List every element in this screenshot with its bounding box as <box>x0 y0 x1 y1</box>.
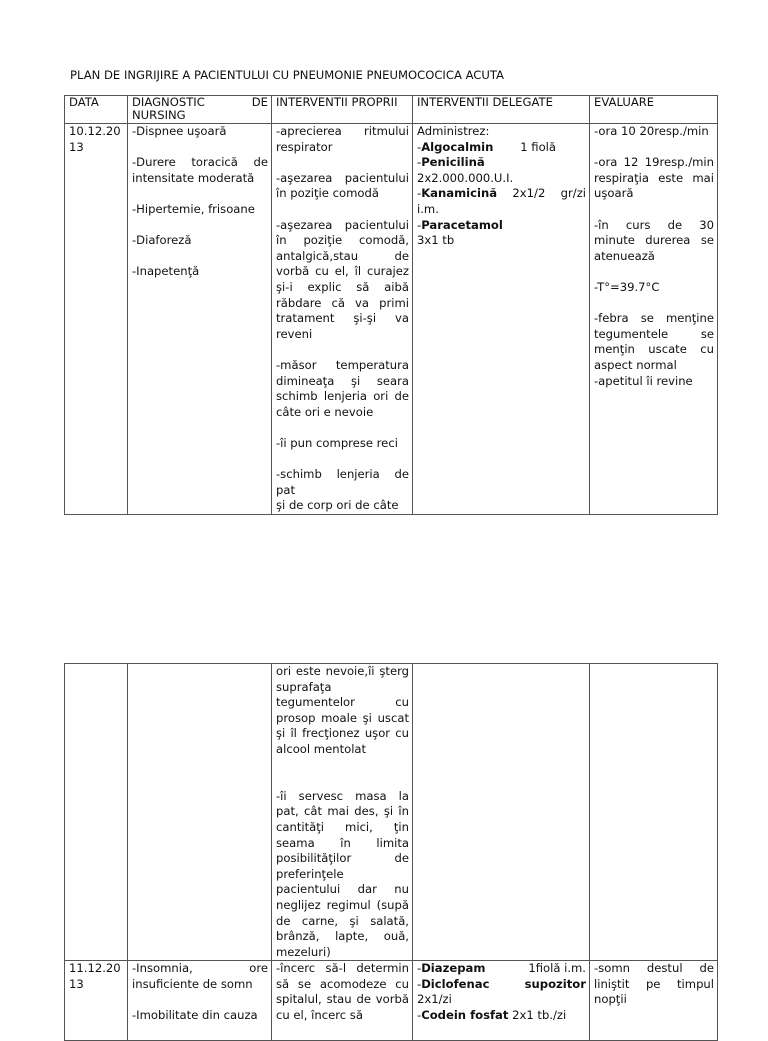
medication-dose: 2x1 tb./zi <box>512 1008 567 1023</box>
medication-dose: 1fiolă i.m. <box>528 961 586 976</box>
care-plan-table <box>64 95 718 515</box>
interventii-proprii-cell <box>272 664 413 961</box>
table-row <box>65 124 718 515</box>
date-cell: 10.12.20 13 <box>65 124 128 515</box>
interventie-item: -încerc să-l determin să se acomodeze cu spitalul, stau de vorbă cu el, încerc să <box>276 961 409 1023</box>
evaluare-cell <box>590 664 718 961</box>
diagnostic-cell <box>128 124 272 515</box>
header-interventii-proprii: INTERVENTII PROPRII <box>272 96 413 124</box>
table-row <box>65 961 718 1041</box>
medication-name: Paracetamol <box>421 217 503 232</box>
medication-item: -Kanamicină 2x1/2 gr/zi i.m. <box>417 186 587 216</box>
interventii-proprii-cell <box>272 124 413 515</box>
diagnostic-item: -Diaforeză <box>132 233 192 248</box>
medication-name: Penicilină <box>421 155 485 170</box>
diagnostic-item: -Inapetenţă <box>132 264 200 279</box>
interventie-item: -îi pun comprese reci <box>276 435 398 450</box>
diagnostic-item: -Insomnia, ore insuficiente de somn <box>132 961 268 991</box>
medication-form: supozitor <box>524 976 586 991</box>
interventie-item: -schimb lenjeria de pat <box>276 467 409 497</box>
table-row <box>65 664 718 961</box>
evaluare-cell <box>590 124 718 515</box>
evaluare-item: -în curs de 30 minute durerea se atenuează <box>594 217 714 263</box>
interventii-proprii-cell <box>272 961 413 1041</box>
diagnostic-item: -Dispnee uşoară <box>132 124 227 138</box>
evaluare-item: -febra se menţine tegumentele se menţin uscate cu aspect normal <box>594 311 714 372</box>
page-title: PLAN DE INGRIJIRE A PACIENTULUI CU PNEUMONIE PNEUMOCOCICA ACUTA <box>70 68 504 82</box>
interventie-item: -aşezarea pacientului în poziţie comodă <box>276 170 409 201</box>
medication-name: Algocalmin <box>421 139 494 154</box>
medication-item: -Codein fosfat 2x1 tb./zi <box>417 1008 567 1023</box>
interventie-item: -măsor temperatura dimineaţa şi seara schimb lenjeria ori de câte ori e nevoie <box>276 357 409 419</box>
diagnostic-item: -Hipertemie, frisoane <box>132 201 255 216</box>
evaluare-item: -T°=39.7°C <box>594 279 660 294</box>
header-evaluare: EVALUARE <box>590 96 718 124</box>
evaluare-cell <box>590 961 718 1041</box>
date-cell <box>65 664 128 961</box>
medication-name: Diclofenac <box>421 976 490 991</box>
header-data: DATA <box>65 96 128 124</box>
header-row <box>65 96 718 124</box>
medication-dose: 2x1/zi <box>417 992 452 1007</box>
evaluare-item: -ora 10 20resp./min <box>594 124 709 138</box>
diagnostic-cell <box>128 664 272 961</box>
interventii-delegate-cell <box>413 124 590 515</box>
evaluare-item: -somn destul de liniştit pe timpul nopţii <box>594 961 714 1007</box>
date-cell: 11.12.20 13 <box>65 961 128 1041</box>
interventie-item: -aprecierea ritmului respirator <box>276 124 409 154</box>
medication-item: -Diazepam 1fiolă i.m. <box>417 961 586 976</box>
medication-item: -Diclofenac supozitor <box>417 976 586 991</box>
delegate-intro: Administrez: <box>417 124 490 138</box>
medication-dose: 3x1 tb <box>417 233 455 248</box>
diagnostic-item: -Durere toracică de intensitate moderată <box>132 155 268 185</box>
medication-item: -Penicilină <box>417 155 485 170</box>
interventie-item: -aşezarea pacientului în poziţie comodă, antalgică,stau de vorbă cu el, îl curajez şi-i explic să aibă răbdare că va primi tratament şi-şi va reveni <box>276 217 409 341</box>
diagnostic-item: -Imobilitate din cauza <box>132 1008 258 1023</box>
medication-name: Codein fosfat <box>421 1008 509 1023</box>
evaluare-item: -apetitul îi revine <box>594 373 693 388</box>
interventie-item: -îi servesc masa la pat, cât mai des, şi în cantităţi mici, ţin seama în limita posibilităţilor de preferinţele pacientului dar nu neglijez regimul (supă de carne, şi salată, brânză, lapte, ouă, mezeluri) <box>276 788 409 959</box>
interventii-delegate-cell <box>413 961 590 1041</box>
header-interventii-delegate: INTERVENTII DELEGATE <box>413 96 590 124</box>
medication-dose: 1 fiolă <box>520 139 556 154</box>
interventie-item: ori este nevoie,îi şterg suprafaţa tegumentelor cu prosop moale şi uscat şi îl frecţionez uşor cu alcool mentolat <box>276 664 409 756</box>
header-diagnostic: DIAGNOSTIC DE NURSING <box>128 96 272 124</box>
interventii-delegate-cell <box>413 664 590 961</box>
care-plan-table-continued <box>64 663 718 1041</box>
diagnostic-cell <box>128 961 272 1041</box>
medication-dose: 2x1/2 gr/zi i.m. <box>417 186 587 216</box>
medication-item: -Paracetamol <box>417 217 503 232</box>
medication-dose: 2x2.000.000.U.I. <box>417 170 514 185</box>
interventie-item: şi de corp ori de câte <box>276 498 399 513</box>
medication-name: Diazepam <box>421 961 486 976</box>
medication-name: Kanamicină <box>421 186 498 201</box>
evaluare-item: -ora 12 19resp./min respiraţia este mai uşoară <box>594 155 714 201</box>
medication-item: -Algocalmin 1 fiolă <box>417 139 556 154</box>
